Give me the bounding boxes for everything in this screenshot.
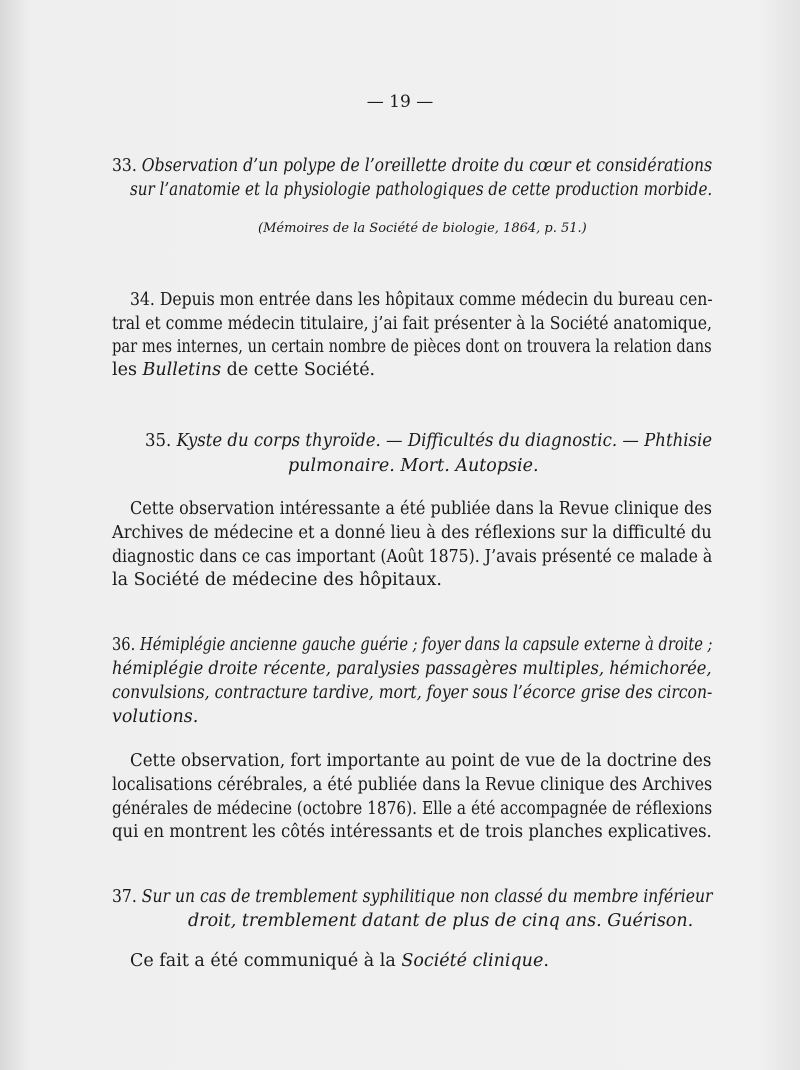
entry-37-title-line2: droit, tremblement datant de plus de cinq ans. Guérison. xyxy=(188,911,694,931)
entry-36-body-line1: Cette observation, fort importante au point de vue de la doctrine des xyxy=(130,751,712,771)
entry-34-line3: par mes internes, un certain nombre de pièces dont on trouvera la relation dans xyxy=(112,337,712,357)
entry-34-line4-post: de cette Société. xyxy=(221,360,376,380)
entry-36-number: 36. xyxy=(112,635,136,655)
entry-36-body-line4: qui en montrent les côtés intéressants et de trois planches explicatives. xyxy=(112,822,712,842)
entry-33-title-text: Observation d’un polype de l’oreillette droite du cœur et considérations xyxy=(141,156,713,176)
entry-34-line1-text: Depuis mon entrée dans les hôpitaux comme médecin du bureau cen- xyxy=(159,290,713,310)
entry-35-title-line1 xyxy=(145,430,712,452)
page-number: — 19 — xyxy=(366,92,434,112)
entry-34-bulletins: Bulletins xyxy=(142,360,222,380)
entry-34-line1 xyxy=(130,289,713,311)
entry-33-title-line2: sur l’anatomie et la physiologie pathologiques de cette production morbide. xyxy=(130,180,713,200)
entry-37-body-post: . xyxy=(543,951,549,971)
entry-37-title-text: Sur un cas de tremblement syphilitique non classé du membre inférieur xyxy=(141,887,713,907)
entry-36-body-line3: générales de médecine (octobre 1876). Elle a été accompagnée de réflexions xyxy=(112,799,713,819)
entry-36-title-line1 xyxy=(112,634,712,656)
entry-36-body-line2: localisations cérébrales, a été publiée dans la Revue clinique des Archives xyxy=(112,775,713,795)
entry-34-line4-pre: les xyxy=(112,360,143,380)
entry-35-title-line2: pulmonaire. Mort. Autopsie. xyxy=(288,456,539,476)
entry-35-body-line1: Cette observation intéressante a été publiée dans la Revue clinique des xyxy=(130,499,712,519)
entry-37-body xyxy=(130,950,549,972)
entry-35-body-line3: diagnostic dans ce cas important (Août 1875). J’avais présenté ce malade à xyxy=(112,547,713,567)
entry-34-line4 xyxy=(112,359,375,381)
entry-36-title-line3: convulsions, contracture tardive, mort, foyer sous l’écorce grise des circon- xyxy=(112,683,713,703)
entry-36-title-text: Hémiplégie ancienne gauche guérie ; foyer dans la capsule externe à droite ; xyxy=(139,635,713,655)
entry-35-title-text: Kyste du corps thyroïde. — Difficultés du diagnostic. — Phthisie xyxy=(176,431,713,451)
entry-33-title-line1 xyxy=(112,155,713,177)
entry-34-number: 34. xyxy=(130,290,155,310)
entry-33-number: 33. xyxy=(112,156,137,176)
entry-35-body-line4: la Société de médecine des hôpitaux. xyxy=(112,570,442,590)
entry-37-body-pre: Ce fait a été communiqué à la xyxy=(130,951,402,971)
entry-33-reference: (Mémoires de la Société de biologie, 1864, p. 51.) xyxy=(258,221,587,236)
entry-35-number: 35. xyxy=(145,431,172,451)
entry-34-line2: tral et comme médecin titulaire, j’ai fait présenter à la Société anatomique, xyxy=(112,314,713,334)
entry-36-title-line4: volutions. xyxy=(112,707,199,727)
entry-35-body-line2: Archives de médecine et a donné lieu à des réflexions sur la difficulté du xyxy=(112,523,712,543)
entry-37-title-line1 xyxy=(112,886,712,908)
entry-37-number: 37. xyxy=(112,887,137,907)
entry-36-title-line2: hémiplégie droite récente, paralysies passagères multiples, hémichorée, xyxy=(112,659,712,679)
entry-37-societe-clinique: Société clinique xyxy=(401,951,544,971)
